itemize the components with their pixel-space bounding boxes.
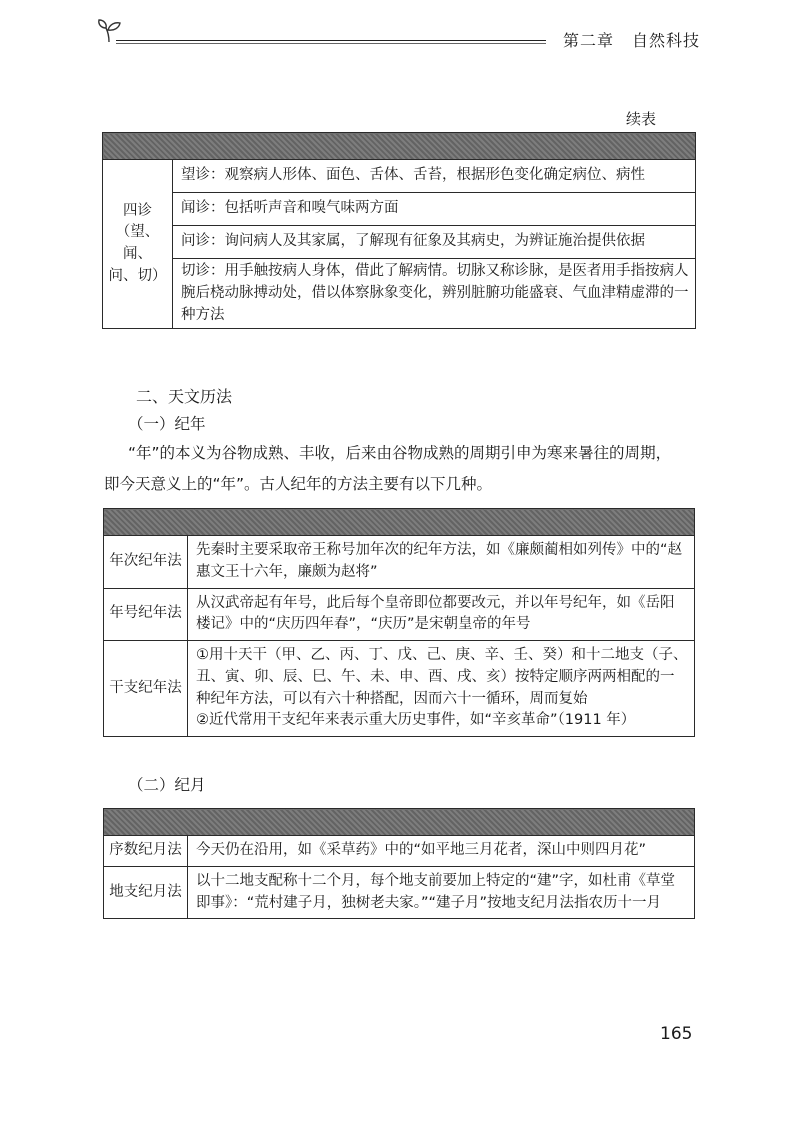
- table-row: [104, 641, 695, 737]
- chapter-title: 自然科技: [632, 31, 701, 50]
- method-description: 从汉武帝起有年号，此后每个皇帝即位都要改元，并以年号纪年，如《岳阳楼记》中的“庆历四年春”，“庆历”是宋朝皇帝的年号: [188, 588, 695, 641]
- method-point: ②近代常用干支纪年来表示重大历史事件，如“辛亥革命”（1911 年）: [196, 712, 636, 729]
- table-header-row: [103, 133, 696, 160]
- method-description: [188, 641, 695, 737]
- diagnosis-cell: 闻诊：包括听声音和嗅气味两方面: [173, 193, 696, 226]
- page-number: 165: [660, 1024, 693, 1044]
- table-row: [104, 588, 695, 641]
- header-rule: [116, 40, 546, 41]
- running-header: [563, 28, 700, 51]
- subsection-heading: （一）纪年: [128, 415, 206, 433]
- paragraph-line: 即今天意义上的“年”。古人纪年的方法主要有以下几种。: [104, 475, 493, 493]
- diagnosis-cell: 切诊：用手触按病人身体，借此了解病情。切脉又称诊脉，是医者用手指按病人腕后桡动脉搏动处，借以体察脉象变化，辨别脏腑功能盛衰、气血津精虚滞的一种方法: [173, 259, 696, 329]
- table-row: [104, 536, 695, 589]
- table-header-cell: [104, 509, 695, 536]
- table-row: [104, 866, 695, 919]
- table-continued-caption: 续表: [626, 110, 657, 128]
- method-label: 年号纪年法: [104, 588, 188, 641]
- diagnosis-cell: 问诊：询问病人及其家属，了解现有征象及其病史，为辨证施治提供依据: [173, 226, 696, 259]
- table-header-cell: [103, 133, 696, 160]
- paragraph-line: “年”的本义为谷物成熟、丰收，后来由谷物成熟的周期引申为寒来暑往的周期，: [128, 444, 672, 462]
- method-description: 今天仍在沿用，如《采草药》中的“如平地三月花者，深山中则四月花”: [188, 836, 695, 867]
- table-row: [103, 160, 696, 193]
- group-label-line: 四诊: [123, 202, 152, 219]
- method-description: 以十二地支配称十二个月，每个地支前要加上特定的“建”字，如杜甫《草堂即事》：“荒村建子月，独树老夫家。”“建子月”按地支纪月法指农历十一月: [188, 866, 695, 919]
- body-paragraph: [104, 438, 708, 500]
- method-description: 先秦时主要采取帝王称号加年次的纪年方法，如《廉颇蔺相如列传》中的“赵惠文王十六年，廉颇为赵将”: [188, 536, 695, 589]
- subsection-heading: （二）纪月: [128, 776, 206, 794]
- table-row: [104, 836, 695, 867]
- four-diagnoses-table: [102, 132, 696, 329]
- table-row: [103, 259, 696, 329]
- section-heading: 二、天文历法: [136, 387, 233, 406]
- table-row: [103, 226, 696, 259]
- chapter-label: 第二章: [563, 31, 615, 50]
- table-header-cell: [104, 809, 695, 836]
- diagnosis-cell: 望诊：观察病人形体、面色、舌体、舌苔，根据形色变化确定病位、病性: [173, 160, 696, 193]
- group-label-cell: [103, 160, 173, 329]
- method-label: 序数纪月法: [104, 836, 188, 867]
- method-label: 干支纪年法: [104, 641, 188, 737]
- group-label-line: （望、闻、: [115, 224, 160, 263]
- table-row: [103, 193, 696, 226]
- method-label: 地支纪月法: [104, 866, 188, 919]
- table-header-row: [104, 809, 695, 836]
- month-reckoning-table: [103, 808, 695, 919]
- method-label: 年次纪年法: [104, 536, 188, 589]
- group-label-line: 问、切）: [108, 267, 167, 284]
- table-header-row: [104, 509, 695, 536]
- year-reckoning-table: [103, 508, 695, 737]
- header-rule-thin: [116, 43, 546, 44]
- method-point: ①用十天干（甲、乙、丙、丁、戊、己、庚、辛、壬、癸）和十二地支（子、丑、寅、卯、辰、巳、午、未、申、酉、戌、亥）按特定顺序两两相配的一种纪年方法，可以有六十种搭配，因而六十一循环，周而复始: [196, 647, 688, 707]
